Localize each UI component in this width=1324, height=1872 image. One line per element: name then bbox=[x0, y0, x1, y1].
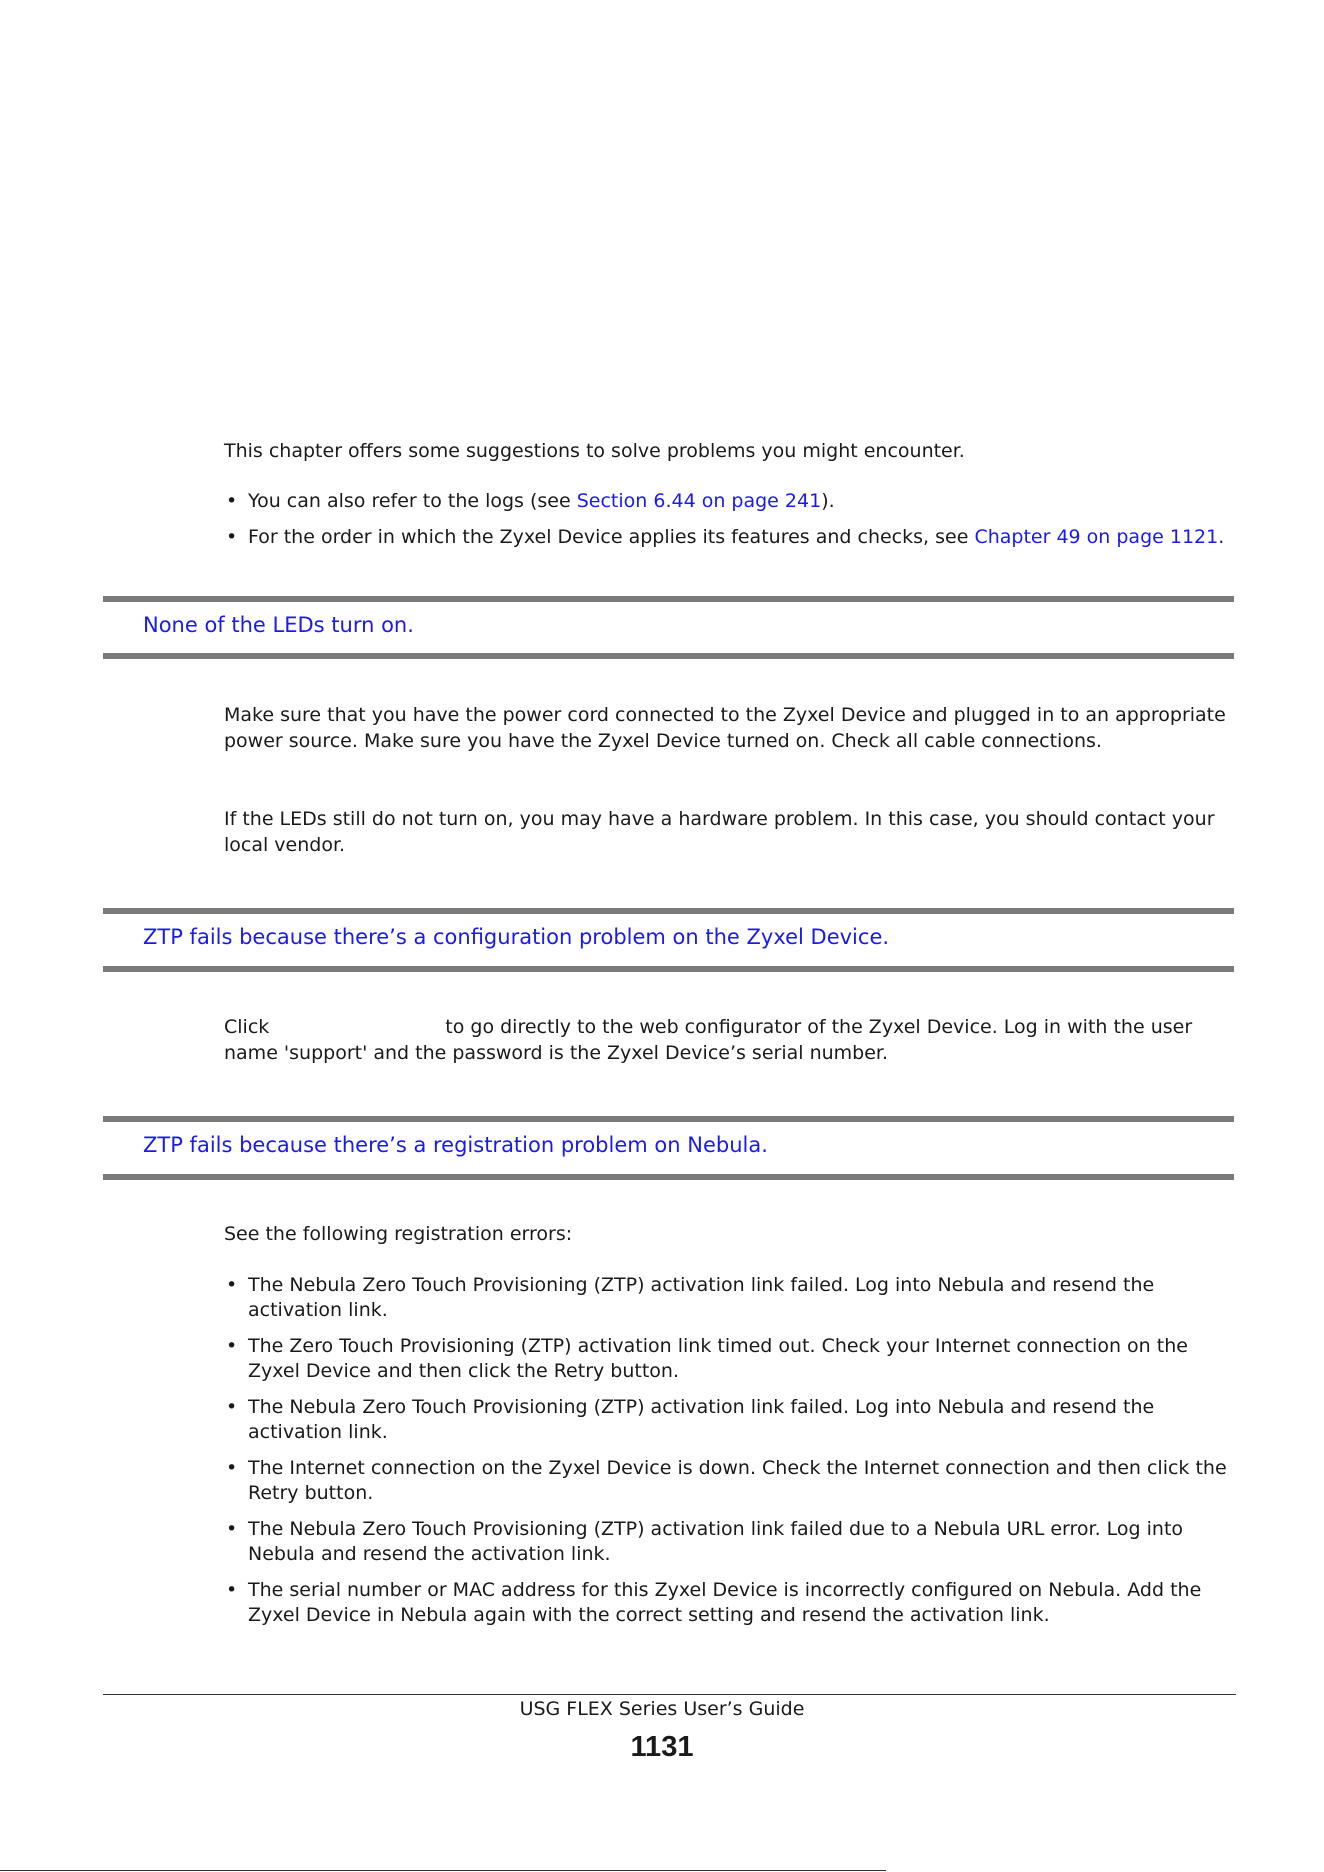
leds-paragraph-1: Make sure that you have the power cord connected to the Zyxel Device and plugged in to an appropriate power source. Make sure you have the Zyxel Device turned on. Check all cable connections. bbox=[224, 704, 1226, 752]
registration-errors-intro: See the following registration errors: bbox=[224, 1223, 573, 1245]
problem-top-rule bbox=[103, 596, 1234, 602]
footer-rule bbox=[103, 1694, 1236, 1695]
list-item: • The Nebula Zero Touch Provisioning (ZTP) activation link failed due to a Nebula URL error. Log into Nebula and resend the activation link. bbox=[224, 1517, 1244, 1567]
intro-bullet-order: • For the order in which the Zyxel Device applies its features and checks, see Chapter 49 on page 1121. bbox=[224, 525, 1244, 550]
problem-title-leds: None of the LEDs turn on. bbox=[143, 613, 414, 637]
problem-bottom-rule bbox=[103, 1174, 1234, 1180]
list-item: • The Internet connection on the Zyxel Device is down. Check the Internet connection and then click the Retry button. bbox=[224, 1456, 1244, 1506]
section-link[interactable]: Section 6.44 on page 241 bbox=[576, 490, 822, 512]
chapter-link[interactable]: Chapter 49 on page 1121 bbox=[974, 526, 1219, 548]
problem-title-ztp-registration: ZTP fails because there’s a registration problem on Nebula. bbox=[143, 1133, 768, 1157]
leds-paragraph-2: If the LEDs still do not turn on, you may have a hardware problem. In this case, you should contact your local vendor. bbox=[224, 808, 1215, 856]
list-item: • The Nebula Zero Touch Provisioning (ZTP) activation link failed. Log into Nebula and resend the activation link. bbox=[224, 1395, 1244, 1445]
problem-top-rule bbox=[103, 1116, 1234, 1122]
list-item: • The serial number or MAC address for this Zyxel Device is incorrectly configured on Nebula. Add the Zyxel Device in Nebula again with the correct setting and resend the activation link. bbox=[224, 1578, 1244, 1628]
registration-errors-list bbox=[224, 1273, 1244, 1639]
list-item: • The Nebula Zero Touch Provisioning (ZTP) activation link failed. Log into Nebula and resend the activation link. bbox=[224, 1273, 1244, 1323]
intro-bullet-list bbox=[224, 489, 1244, 561]
footer-page-number: 1131 bbox=[630, 1731, 694, 1763]
bottom-edge-rule bbox=[0, 1870, 886, 1871]
intro-text: This chapter offers some suggestions to solve problems you might encounter. bbox=[224, 440, 965, 462]
problem-top-rule bbox=[103, 908, 1234, 914]
problem-title-ztp-config: ZTP fails because there’s a configuration problem on the Zyxel Device. bbox=[143, 925, 890, 949]
intro-bullet-logs: • You can also refer to the logs (see Section 6.44 on page 241). bbox=[224, 489, 1244, 514]
ztp-config-paragraph: Click to go directly to the web configurator of the Zyxel Device. Log in with the user name 'support' and the password is the Zyxel Device’s serial number. bbox=[224, 1016, 1193, 1064]
problem-bottom-rule bbox=[103, 966, 1234, 972]
footer-guide-title: USG FLEX Series User’s Guide bbox=[519, 1698, 805, 1720]
list-item: • The Zero Touch Provisioning (ZTP) activation link timed out. Check your Internet connection on the Zyxel Device and then click the Retry button. bbox=[224, 1334, 1244, 1384]
problem-bottom-rule bbox=[103, 653, 1234, 659]
